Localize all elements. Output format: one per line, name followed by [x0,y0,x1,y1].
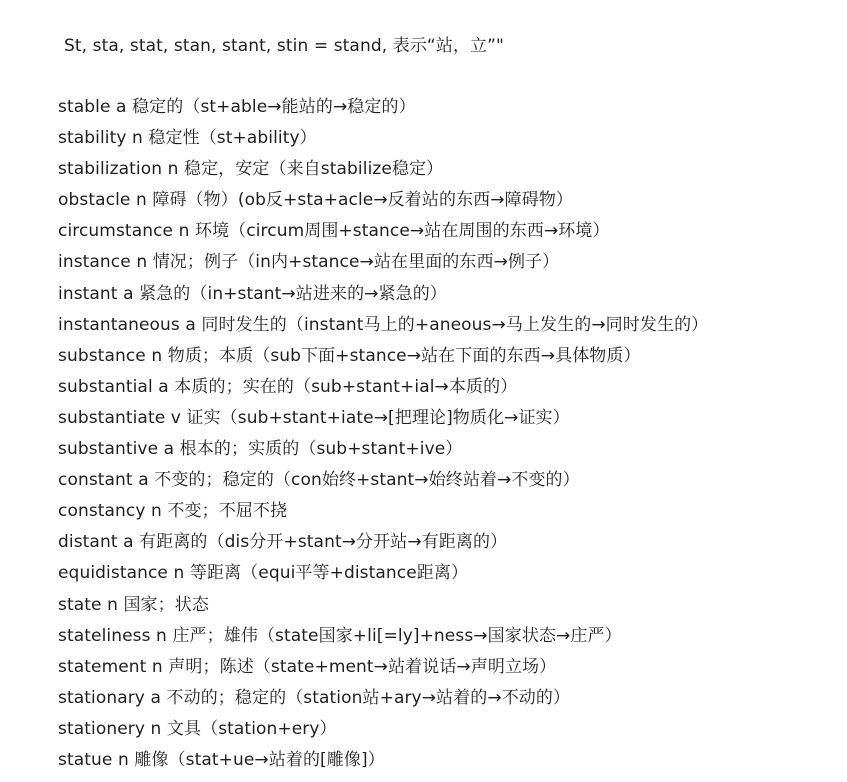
root-heading: St, sta, stat, stan, stant, stin = stand, 表示“站，立”" [64,36,504,56]
word-entry: statue n 雕像（stat+ue→站着的[雕像]） [58,749,385,770]
word-entry: stationery n 文具（station+ery） [58,718,337,739]
word-entry: stability n 稳定性（st+ability） [58,128,317,149]
word-entry: obstacle n 障碍（物）(ob反+sta+acle→反着站的东西→障碍物） [58,190,574,211]
word-entry: equidistance n 等距离（equi平等+distance距离） [58,563,469,584]
word-entry: substantiate v 证实（sub+stant+iate→[把理论]物质化→证实） [58,407,570,428]
word-entry: stationary a 不动的；稳定的（station站+ary→站着的→不动的） [58,687,571,708]
word-entry: substantial a 本质的；实在的（sub+stant+ial→本质的） [58,376,518,397]
word-entry: constancy n 不变；不屈不挠 [58,501,288,522]
word-entry: substance n 物质；本质（sub下面+stance→站在下面的东西→具体物质） [58,345,641,366]
word-entry: instant a 紧急的（in+stant→站进来的→紧急的） [58,283,447,304]
word-entry: circumstance n 环境（circum周围+stance→站在周围的东西→环境） [58,221,610,242]
word-entry: stabilization n 稳定，安定（来自stabilize稳定） [58,159,444,180]
word-entry: distant a 有距离的（dis分开+stant→分开站→有距离的） [58,532,508,553]
word-entry: stable a 稳定的（st+able→能站的→稳定的） [58,97,416,117]
word-entry: statement n 声明；陈述（state+ment→站着说话→声明立场） [58,656,557,677]
word-entry: state n 国家；状态 [58,594,209,615]
word-entry: instantaneous a 同时发生的（instant马上的+aneous→马上发生的→同时发生的） [58,314,709,335]
word-entry: substantive a 根本的；实质的（sub+stant+ive） [58,439,463,460]
word-entry: stateliness n 庄严；雄伟（state国家+li[=ly]+ness→国家状态→庄严） [58,625,622,646]
word-entry: constant a 不变的；稳定的（con始终+stant→始终站着→不变的） [58,470,580,491]
word-list [58,95,708,779]
word-entry: instance n 情况；例子（in内+stance→站在里面的东西→例子） [58,252,560,273]
